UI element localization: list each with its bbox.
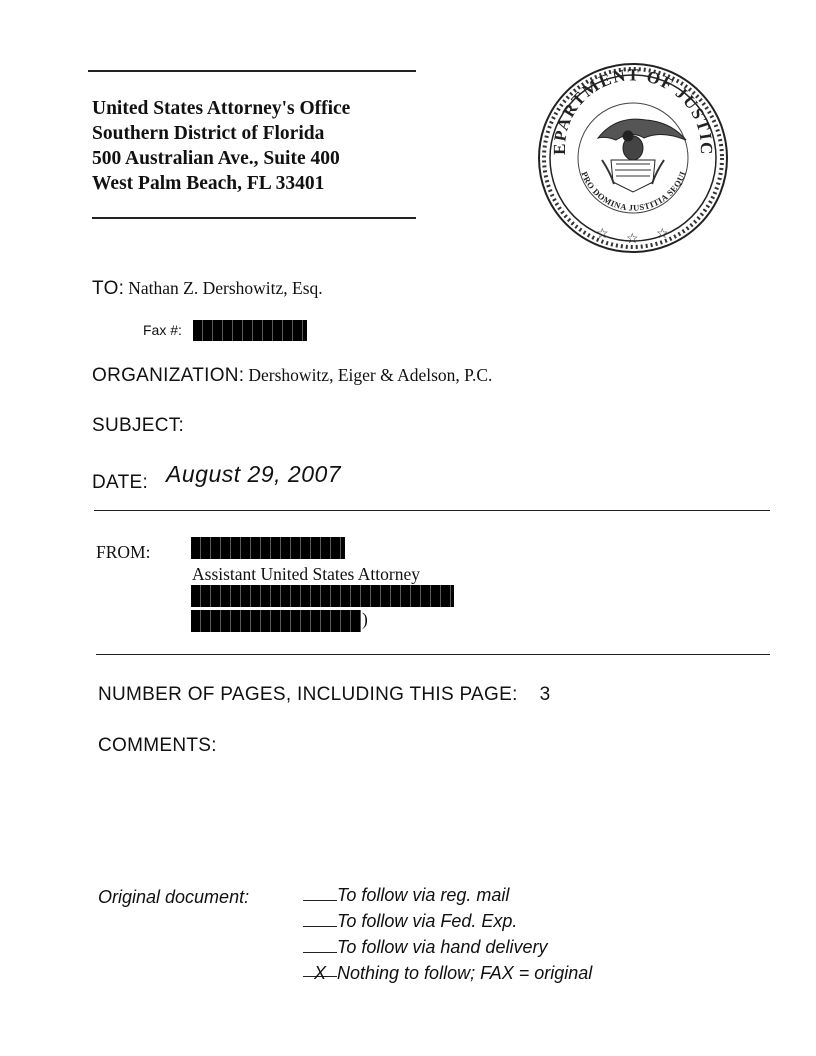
- office-line-1: United States Attorney's Office: [92, 98, 351, 119]
- date-row: [92, 461, 342, 493]
- organization-row: [92, 365, 492, 387]
- option-text: To follow via hand delivery: [337, 937, 548, 957]
- option-mark: X: [303, 960, 337, 977]
- from-closing-paren: ): [362, 609, 368, 629]
- date-value: August 29, 2007: [166, 461, 342, 487]
- to-label: TO:: [92, 278, 125, 299]
- original-document-label: Original document:: [98, 887, 250, 907]
- fax-label: Fax #:: [143, 322, 182, 338]
- fax-number-redaction: [193, 320, 307, 341]
- original-option: [303, 882, 592, 908]
- date-divider: [94, 510, 770, 511]
- header-bottom-rule: [92, 217, 416, 219]
- from-title: Assistant United States Attorney: [192, 564, 420, 584]
- date-label: DATE:: [92, 472, 149, 493]
- seal-outer-text: EPARTMENT OF JUSTIC: [549, 65, 717, 156]
- original-option: [303, 934, 592, 960]
- comments-label: COMMENTS:: [98, 735, 217, 756]
- star-icon: ☆: [656, 227, 669, 242]
- option-text: Nothing to follow; FAX = original: [337, 963, 593, 983]
- original-option: [303, 960, 592, 986]
- pages-row: [98, 684, 551, 706]
- from-divider: [96, 654, 770, 655]
- doj-seal: [536, 60, 730, 256]
- option-text: To follow via reg. mail: [337, 885, 510, 905]
- option-mark: [303, 910, 337, 927]
- organization-value: Dershowitz, Eiger & Adelson, P.C.: [248, 365, 493, 385]
- from-name-redaction: [191, 537, 345, 559]
- original-option: [303, 908, 592, 934]
- seal-motto: PRO DOMINA JUSTITIA SEQUI: [579, 169, 688, 213]
- pages-value: 3: [539, 684, 551, 705]
- to-value: Nathan Z. Dershowitz, Esq.: [128, 278, 323, 298]
- star-icon: ☆: [626, 232, 639, 247]
- option-mark: [303, 884, 337, 901]
- from-contact-redaction-2: [191, 610, 361, 632]
- subject-label: SUBJECT:: [92, 415, 185, 436]
- star-icon: ☆: [596, 227, 609, 242]
- pages-label: NUMBER OF PAGES, INCLUDING THIS PAGE:: [98, 684, 518, 705]
- option-mark: [303, 936, 337, 953]
- original-options-list: [303, 882, 592, 986]
- organization-label: ORGANIZATION:: [92, 365, 245, 386]
- doj-seal-graphic: [536, 60, 730, 256]
- header-top-rule: [88, 70, 416, 72]
- office-line-3: 500 Australian Ave., Suite 400: [92, 148, 340, 169]
- office-address: [92, 96, 350, 196]
- from-contact-redaction-1: [191, 585, 454, 607]
- option-text: To follow via Fed. Exp.: [337, 911, 518, 931]
- office-line-4: West Palm Beach, FL 33401: [92, 173, 325, 194]
- to-row: [92, 278, 323, 300]
- office-line-2: Southern District of Florida: [92, 123, 325, 144]
- from-label: FROM:: [96, 542, 151, 562]
